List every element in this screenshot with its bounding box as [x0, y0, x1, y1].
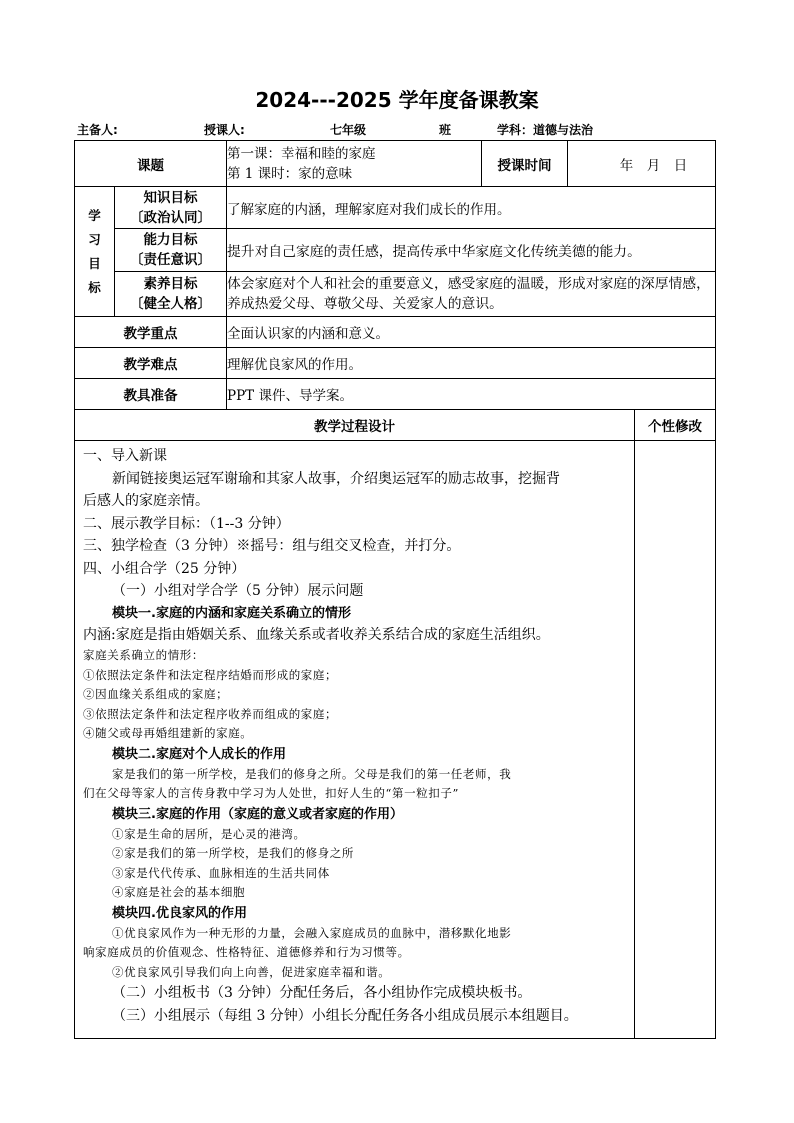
materials-label: 教具准备 [75, 379, 227, 410]
goals-char: 标 [88, 279, 101, 295]
process-line: 家庭关系确立的情形： [83, 648, 204, 662]
process-line: 响家庭成员的价值观念、性格特征、道德修养和行为习惯等。 [83, 945, 410, 959]
process-line: 内涵:家庭是指由婚姻关系、血缘关系或者收养关系结合成的家庭生活组织。 [83, 626, 550, 643]
goals-section-label [75, 187, 115, 317]
module-heading: 模块四.优良家风的作用 [112, 905, 247, 921]
process-line: 二、展示教学目标：（1--3 分钟） [83, 515, 290, 532]
process-line: 四、小组合学（25 分钟） [83, 560, 246, 577]
process-line: 三、独学检查（3 分钟）※摇号：组与组交叉检查，并打分。 [83, 538, 461, 554]
module-heading: 模块一.家庭的内涵和家庭关系确立的情形 [112, 605, 351, 621]
key-points-row [75, 317, 716, 348]
process-line: （三）小组展示（每组 3 分钟）小组长分配任务各小组成员展示本组题目。 [112, 1007, 578, 1024]
difficulties-label: 教学难点 [75, 348, 227, 379]
process-line: ②因血缘关系组成的家庭； [83, 687, 229, 701]
goal-label [115, 187, 227, 229]
process-line: ①依照法定条件和法定程序结婚而形成的家庭； [83, 667, 338, 682]
process-line: ①家是生命的居所，是心灵的港湾。 [112, 826, 306, 841]
difficulties-text: 理解优良家风的作用。 [227, 348, 716, 379]
goal-sub: 〔健全人格〕 [130, 296, 211, 312]
process-line: ②家是我们的第一所学校，是我们的修身之所 [112, 846, 354, 860]
lesson-title: 第一课：幸福和睦的家庭 [227, 145, 376, 162]
topic-row [75, 141, 716, 187]
difficulties-row [75, 348, 716, 379]
goal-label [115, 272, 227, 317]
date-field: 年 月 日 [568, 141, 716, 187]
lesson-plan-table [74, 140, 716, 1039]
module-heading: 模块二.家庭对个人成长的作用 [112, 746, 286, 762]
goal-label [115, 229, 227, 272]
goal-row-ability [75, 229, 716, 272]
process-header-row [75, 410, 716, 441]
process-line: 们在父母等家人的言传身教中学习为人处世，扣好人生的“第一粒扣子” [83, 786, 459, 800]
goal-row-literacy [75, 272, 716, 317]
process-line: 后感人的家庭亲情。 [83, 493, 209, 509]
preparer-label: 主备人: [77, 123, 118, 137]
process-line: （二）小组板书（3 分钟）分配任务后，各小组协作完成模块板书。 [112, 985, 532, 1001]
materials-text: PPT 课件、导学案。 [227, 379, 716, 410]
teacher-label: 授课人: [204, 123, 245, 137]
process-line: ③依照法定条件和法定程序收养而组成的家庭； [83, 706, 338, 721]
page-title: 2024---2025 学年度备课教案 [255, 88, 539, 112]
materials-row [75, 379, 716, 410]
process-content [75, 441, 635, 1039]
time-label: 授课时间 [482, 141, 568, 187]
process-body-row [75, 441, 716, 1039]
process-line: ④家庭是社会的基本细胞 [112, 885, 246, 899]
key-points-text: 全面认识家的内涵和意义。 [227, 317, 716, 348]
module-heading: 模块三.家庭的作用（家庭的意义或者家庭的作用） [112, 806, 403, 822]
topic-label: 课题 [75, 141, 227, 187]
goal-text: 了解家庭的内涵，理解家庭对我们成长的作用。 [227, 187, 716, 229]
grade-label: 七年级 [330, 123, 367, 137]
process-line: （一）小组对学合学（5 分钟）展示问题 [112, 583, 364, 599]
goal-text: 体会家庭对个人和社会的重要意义，感受家庭的温暖，形成对家庭的深厚情感，养成热爱父母、尊敬父母、关爱家人的意识。 [227, 272, 716, 317]
process-line: ④随父或母再婚组建新的家庭。 [83, 726, 253, 740]
goal-text: 提升对自己家庭的责任感，提高传承中华家庭文化传统美德的能力。 [227, 229, 716, 272]
goal-name: 素养目标 [143, 276, 198, 292]
goal-name: 知识目标 [143, 189, 198, 206]
goal-sub: 〔政治认同〕 [130, 209, 211, 226]
personal-edit-cell[interactable] [635, 441, 716, 1039]
goal-row-knowledge [75, 187, 716, 229]
process-line: 新闻链接奥运冠军谢瑜和其家人故事，介绍奥运冠军的励志故事，挖掘背 [112, 470, 560, 487]
period-title: 第 1 课时：家的意味 [227, 165, 353, 182]
process-line: 一、导入新课 [83, 448, 167, 464]
class-label: 班 [439, 123, 452, 137]
goal-name: 能力目标 [143, 232, 198, 248]
subject-label: 学科：道德与法治 [497, 123, 594, 137]
meta-row [77, 121, 717, 137]
process-line: ②优良家风引导我们向上向善，促进家庭幸福和谐。 [112, 964, 391, 979]
process-line: ③家是代代传承、血脉相连的生活共同体 [112, 865, 330, 880]
process-lines [83, 445, 628, 1027]
goals-char: 目 [88, 255, 101, 271]
goal-sub: 〔责任意识〕 [130, 252, 211, 268]
goals-char: 学 [88, 207, 101, 223]
personal-edit-header: 个性修改 [635, 410, 716, 441]
topic-value [227, 141, 482, 187]
process-line: ①优良家风作为一种无形的力量，会融入家庭成员的血脉中，潜移默化地影 [112, 925, 512, 940]
key-points-label: 教学重点 [75, 317, 227, 348]
goals-char: 习 [88, 231, 101, 247]
process-header: 教学过程设计 [75, 410, 635, 441]
process-line: 家是我们的第一所学校，是我们的修身之所。父母是我们的第一任老师，我 [112, 766, 512, 781]
